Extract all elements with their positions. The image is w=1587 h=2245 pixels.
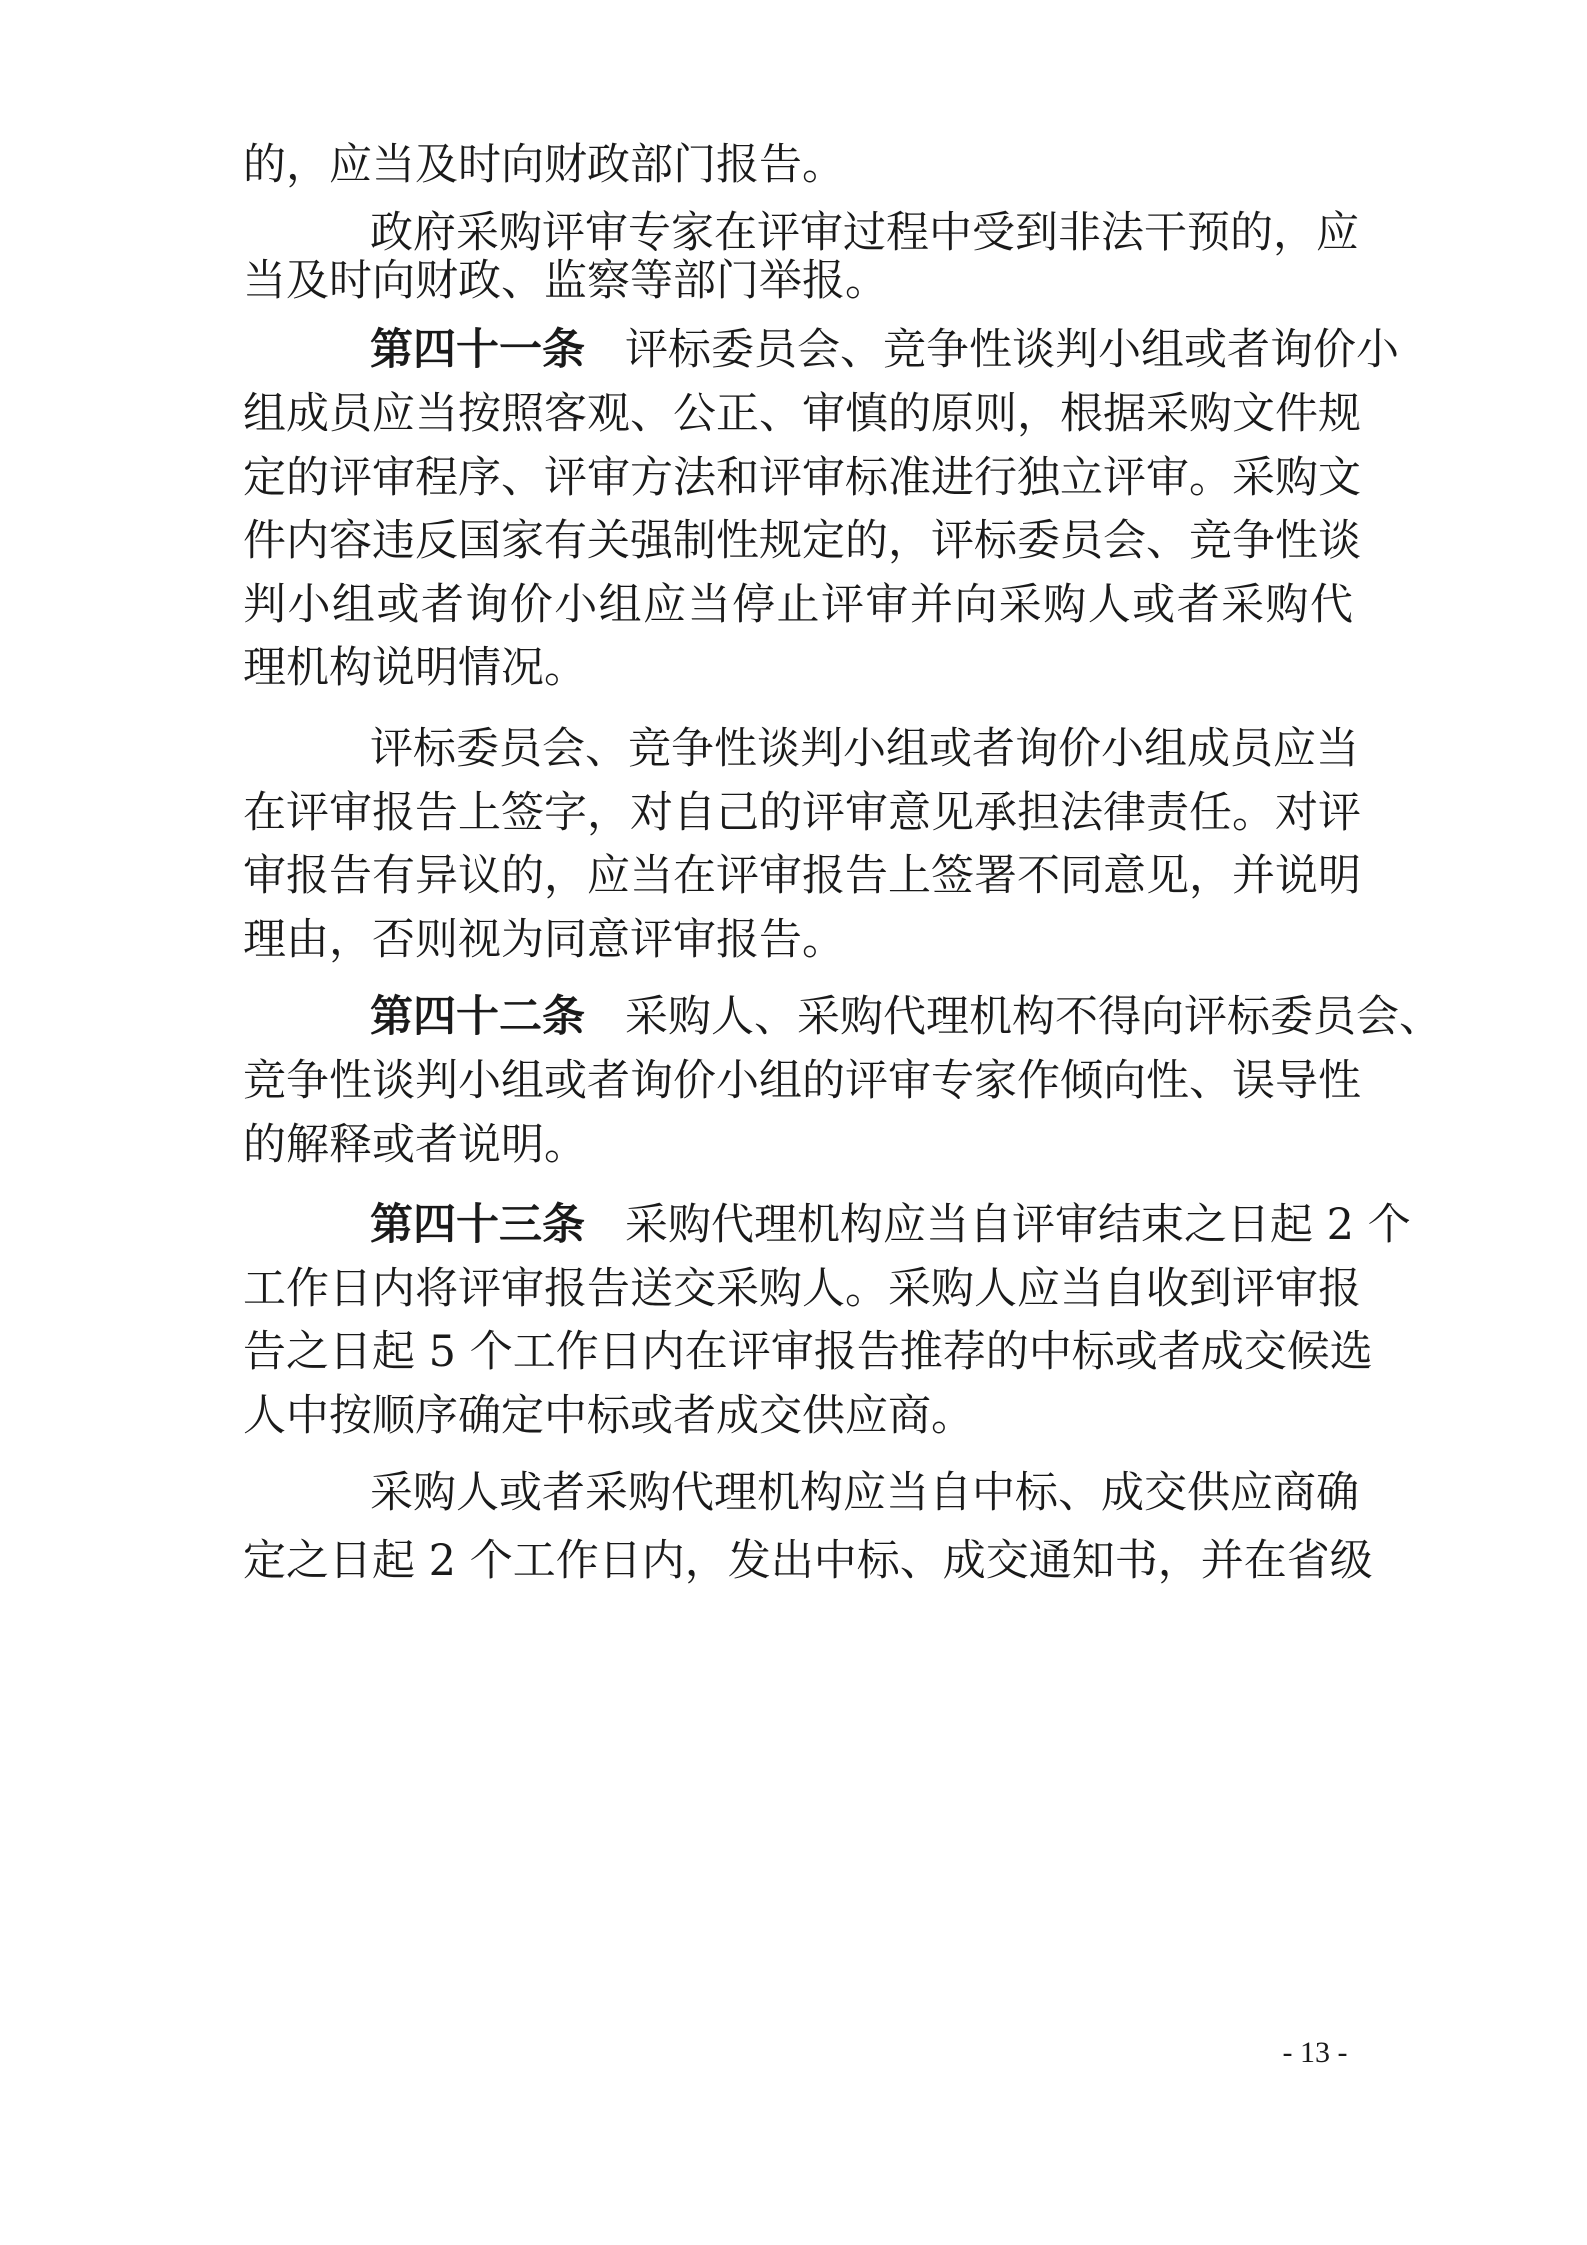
text-line: 当及时向财政、监察等部门举报。 [243,256,888,306]
article-41-first-line [370,320,1399,380]
text-line: 工作日内将评审报告送交采购人。采购人应当自收到评审报 [243,1264,1361,1314]
text-line: 的，应当及时向财政部门报告。 [243,140,845,190]
text-line: 判小组或者询价小组应当停止评审并向采购人或者采购代 [243,580,1353,630]
text-line: 定之日起 2 个工作日内，发出中标、成交通知书，并在省级 [243,1536,1373,1586]
text-line: 组成员应当按照客观、公正、审慎的原则，根据采购文件规 [243,389,1361,439]
text-line: 定的评审程序、评审方法和评审标准进行独立评审。采购文 [243,453,1361,503]
text-line: 理由，否则视为同意评审报告。 [243,915,845,965]
text-line: 件内容违反国家有关强制性规定的，评标委员会、竞争性谈 [243,516,1361,566]
text-run: 采购人、采购代理机构不得向评标委员会、 [625,992,1442,1042]
text-line: 告之日起 5 个工作日内在评审报告推荐的中标或者成交候选 [243,1327,1373,1377]
article-heading: 第四十二条 [370,992,585,1042]
text-line: 人中按顺序确定中标或者成交供应商。 [243,1391,974,1441]
text-line: 评标委员会、竞争性谈判小组或者询价小组成员应当 [370,724,1359,774]
text-line: 在评审报告上签字，对自己的评审意见承担法律责任。对评 [243,788,1361,838]
text-line: 的解释或者说明。 [243,1120,587,1170]
article-43-first-line [370,1195,1411,1255]
page-number: - 13 - [1282,2036,1348,2069]
text-line: 理机构说明情况。 [243,643,587,693]
article-42-first-line [370,987,1442,1047]
text-line: 审报告有异议的，应当在评审报告上签署不同意见，并说明 [243,851,1361,901]
text-line: 政府采购评审专家在评审过程中受到非法干预的，应 [370,208,1359,258]
text-line: 竞争性谈判小组或者询价小组的评审专家作倾向性、误导性 [243,1056,1361,1106]
text-line: 采购人或者采购代理机构应当自中标、成交供应商确 [370,1468,1359,1518]
article-heading: 第四十三条 [370,1200,585,1250]
text-run: 评标委员会、竞争性谈判小组或者询价小 [625,325,1399,375]
text-run: 采购代理机构应当自评审结束之日起 2 个 [625,1200,1411,1250]
article-heading: 第四十一条 [370,325,585,375]
